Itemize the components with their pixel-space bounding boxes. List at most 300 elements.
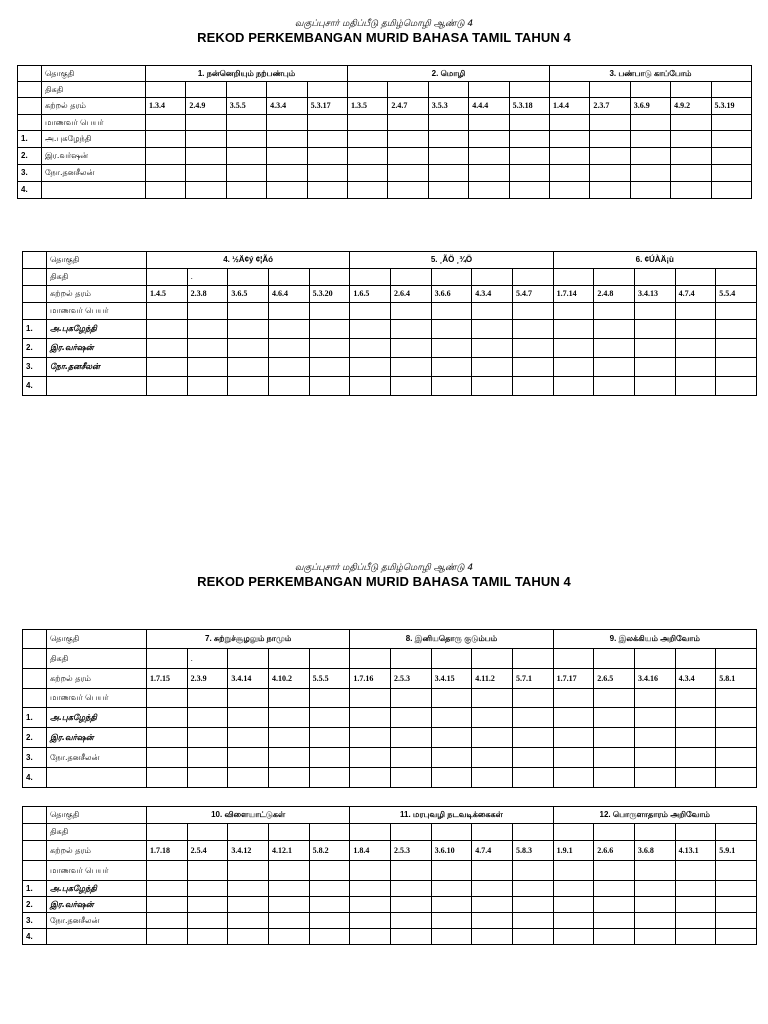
- score-cell[interactable]: [716, 881, 757, 897]
- score-cell[interactable]: [634, 708, 675, 728]
- date-cell[interactable]: [350, 649, 391, 669]
- date-cell[interactable]: [309, 824, 350, 841]
- date-cell[interactable]: [388, 82, 428, 98]
- score-cell[interactable]: [590, 131, 630, 148]
- score-cell[interactable]: [307, 165, 347, 182]
- score-cell[interactable]: [553, 748, 594, 768]
- score-cell[interactable]: [350, 913, 391, 929]
- date-cell[interactable]: [512, 824, 553, 841]
- date-cell[interactable]: [228, 649, 269, 669]
- score-cell[interactable]: [309, 897, 350, 913]
- score-cell[interactable]: [594, 748, 635, 768]
- score-cell[interactable]: [307, 131, 347, 148]
- score-cell[interactable]: [634, 728, 675, 748]
- date-cell[interactable]: [268, 824, 309, 841]
- score-cell[interactable]: [716, 897, 757, 913]
- score-cell[interactable]: [147, 897, 188, 913]
- date-cell[interactable]: [594, 269, 635, 286]
- score-cell[interactable]: [590, 165, 630, 182]
- score-cell[interactable]: [594, 339, 635, 358]
- date-cell[interactable]: [590, 82, 630, 98]
- score-cell[interactable]: [228, 929, 269, 945]
- score-cell[interactable]: [147, 708, 188, 728]
- score-cell[interactable]: [268, 339, 309, 358]
- score-cell[interactable]: [675, 358, 716, 377]
- score-cell[interactable]: [553, 320, 594, 339]
- date-cell[interactable]: [431, 269, 472, 286]
- score-cell[interactable]: [309, 358, 350, 377]
- score-cell[interactable]: [187, 708, 228, 728]
- score-cell[interactable]: [228, 728, 269, 748]
- score-cell[interactable]: [553, 708, 594, 728]
- date-cell[interactable]: [472, 649, 513, 669]
- score-cell[interactable]: [268, 728, 309, 748]
- score-cell[interactable]: [228, 768, 269, 788]
- score-cell[interactable]: [675, 881, 716, 897]
- score-cell[interactable]: [348, 131, 388, 148]
- date-cell[interactable]: [390, 649, 431, 669]
- score-cell[interactable]: [634, 748, 675, 768]
- score-cell[interactable]: [716, 320, 757, 339]
- score-cell[interactable]: [267, 131, 307, 148]
- score-cell[interactable]: [431, 339, 472, 358]
- score-cell[interactable]: [553, 768, 594, 788]
- score-cell[interactable]: [307, 148, 347, 165]
- score-cell[interactable]: [186, 148, 226, 165]
- score-cell[interactable]: [348, 165, 388, 182]
- score-cell[interactable]: [716, 929, 757, 945]
- score-cell[interactable]: [147, 728, 188, 748]
- score-cell[interactable]: [431, 897, 472, 913]
- score-cell[interactable]: [268, 320, 309, 339]
- score-cell[interactable]: [675, 748, 716, 768]
- score-cell[interactable]: [350, 929, 391, 945]
- date-cell[interactable]: [716, 269, 757, 286]
- date-cell[interactable]: [147, 649, 188, 669]
- date-cell[interactable]: [428, 82, 468, 98]
- date-cell[interactable]: [309, 649, 350, 669]
- score-cell[interactable]: [431, 728, 472, 748]
- score-cell[interactable]: [553, 377, 594, 396]
- score-cell[interactable]: [226, 131, 266, 148]
- score-cell[interactable]: [350, 320, 391, 339]
- score-cell[interactable]: [431, 929, 472, 945]
- score-cell[interactable]: [187, 320, 228, 339]
- score-cell[interactable]: [671, 182, 711, 199]
- score-cell[interactable]: [187, 881, 228, 897]
- date-cell[interactable]: [469, 82, 509, 98]
- date-cell[interactable]: [186, 82, 226, 98]
- score-cell[interactable]: [268, 913, 309, 929]
- score-cell[interactable]: [512, 320, 553, 339]
- score-cell[interactable]: [428, 165, 468, 182]
- score-cell[interactable]: [350, 768, 391, 788]
- date-cell[interactable]: .: [187, 649, 228, 669]
- score-cell[interactable]: [309, 929, 350, 945]
- score-cell[interactable]: [675, 728, 716, 748]
- score-cell[interactable]: [228, 377, 269, 396]
- score-cell[interactable]: [553, 913, 594, 929]
- score-cell[interactable]: [348, 148, 388, 165]
- date-cell[interactable]: [716, 824, 757, 841]
- score-cell[interactable]: [350, 377, 391, 396]
- score-cell[interactable]: [309, 320, 350, 339]
- date-cell[interactable]: [390, 269, 431, 286]
- score-cell[interactable]: [350, 728, 391, 748]
- score-cell[interactable]: [309, 728, 350, 748]
- score-cell[interactable]: [549, 131, 589, 148]
- score-cell[interactable]: [472, 728, 513, 748]
- score-cell[interactable]: [268, 708, 309, 728]
- score-cell[interactable]: [267, 182, 307, 199]
- date-cell[interactable]: [711, 82, 751, 98]
- date-cell[interactable]: [671, 82, 711, 98]
- score-cell[interactable]: [348, 182, 388, 199]
- score-cell[interactable]: [594, 929, 635, 945]
- date-cell[interactable]: [675, 824, 716, 841]
- score-cell[interactable]: [388, 165, 428, 182]
- score-cell[interactable]: [512, 377, 553, 396]
- score-cell[interactable]: [549, 182, 589, 199]
- score-cell[interactable]: [390, 708, 431, 728]
- score-cell[interactable]: [675, 929, 716, 945]
- date-cell[interactable]: [268, 269, 309, 286]
- score-cell[interactable]: [594, 377, 635, 396]
- score-cell[interactable]: [186, 165, 226, 182]
- score-cell[interactable]: [268, 377, 309, 396]
- score-cell[interactable]: [630, 131, 670, 148]
- score-cell[interactable]: [590, 148, 630, 165]
- date-cell[interactable]: [350, 824, 391, 841]
- score-cell[interactable]: [431, 708, 472, 728]
- score-cell[interactable]: [594, 768, 635, 788]
- score-cell[interactable]: [147, 748, 188, 768]
- score-cell[interactable]: [509, 165, 549, 182]
- date-cell[interactable]: [309, 269, 350, 286]
- date-cell[interactable]: [549, 82, 589, 98]
- score-cell[interactable]: [147, 358, 188, 377]
- score-cell[interactable]: [634, 929, 675, 945]
- score-cell[interactable]: [509, 182, 549, 199]
- score-cell[interactable]: [350, 748, 391, 768]
- score-cell[interactable]: [634, 881, 675, 897]
- score-cell[interactable]: [431, 913, 472, 929]
- score-cell[interactable]: [228, 897, 269, 913]
- score-cell[interactable]: [553, 728, 594, 748]
- date-cell[interactable]: [675, 649, 716, 669]
- score-cell[interactable]: [146, 148, 186, 165]
- date-cell[interactable]: [634, 269, 675, 286]
- score-cell[interactable]: [509, 131, 549, 148]
- score-cell[interactable]: [228, 358, 269, 377]
- score-cell[interactable]: [267, 148, 307, 165]
- score-cell[interactable]: [553, 929, 594, 945]
- score-cell[interactable]: [309, 768, 350, 788]
- score-cell[interactable]: [472, 929, 513, 945]
- score-cell[interactable]: [634, 320, 675, 339]
- score-cell[interactable]: [469, 131, 509, 148]
- score-cell[interactable]: [549, 148, 589, 165]
- date-cell[interactable]: [147, 269, 188, 286]
- score-cell[interactable]: [309, 881, 350, 897]
- score-cell[interactable]: [187, 897, 228, 913]
- score-cell[interactable]: [549, 165, 589, 182]
- score-cell[interactable]: [431, 748, 472, 768]
- date-cell[interactable]: [634, 649, 675, 669]
- date-cell[interactable]: [716, 649, 757, 669]
- date-cell[interactable]: [509, 82, 549, 98]
- score-cell[interactable]: [187, 748, 228, 768]
- score-cell[interactable]: [228, 320, 269, 339]
- date-cell[interactable]: [675, 269, 716, 286]
- date-cell[interactable]: .: [187, 269, 228, 286]
- score-cell[interactable]: [147, 768, 188, 788]
- score-cell[interactable]: [716, 377, 757, 396]
- score-cell[interactable]: [711, 148, 751, 165]
- score-cell[interactable]: [268, 897, 309, 913]
- score-cell[interactable]: [390, 358, 431, 377]
- score-cell[interactable]: [187, 929, 228, 945]
- date-cell[interactable]: [594, 649, 635, 669]
- score-cell[interactable]: [390, 339, 431, 358]
- score-cell[interactable]: [634, 358, 675, 377]
- score-cell[interactable]: [307, 182, 347, 199]
- score-cell[interactable]: [187, 358, 228, 377]
- score-cell[interactable]: [147, 929, 188, 945]
- date-cell[interactable]: [146, 82, 186, 98]
- score-cell[interactable]: [268, 748, 309, 768]
- score-cell[interactable]: [309, 708, 350, 728]
- score-cell[interactable]: [716, 708, 757, 728]
- score-cell[interactable]: [147, 881, 188, 897]
- score-cell[interactable]: [590, 182, 630, 199]
- score-cell[interactable]: [630, 165, 670, 182]
- score-cell[interactable]: [146, 131, 186, 148]
- date-cell[interactable]: [228, 269, 269, 286]
- score-cell[interactable]: [388, 148, 428, 165]
- score-cell[interactable]: [634, 377, 675, 396]
- score-cell[interactable]: [675, 897, 716, 913]
- date-cell[interactable]: [350, 269, 391, 286]
- date-cell[interactable]: [268, 649, 309, 669]
- score-cell[interactable]: [675, 708, 716, 728]
- score-cell[interactable]: [428, 182, 468, 199]
- score-cell[interactable]: [228, 881, 269, 897]
- score-cell[interactable]: [472, 377, 513, 396]
- score-cell[interactable]: [711, 182, 751, 199]
- score-cell[interactable]: [594, 881, 635, 897]
- score-cell[interactable]: [512, 913, 553, 929]
- date-cell[interactable]: [472, 824, 513, 841]
- score-cell[interactable]: [634, 913, 675, 929]
- score-cell[interactable]: [146, 165, 186, 182]
- date-cell[interactable]: [307, 82, 347, 98]
- score-cell[interactable]: [268, 768, 309, 788]
- date-cell[interactable]: [147, 824, 188, 841]
- score-cell[interactable]: [147, 320, 188, 339]
- score-cell[interactable]: [553, 897, 594, 913]
- score-cell[interactable]: [390, 897, 431, 913]
- date-cell[interactable]: [512, 649, 553, 669]
- score-cell[interactable]: [472, 768, 513, 788]
- score-cell[interactable]: [675, 377, 716, 396]
- score-cell[interactable]: [512, 708, 553, 728]
- score-cell[interactable]: [431, 768, 472, 788]
- score-cell[interactable]: [675, 339, 716, 358]
- score-cell[interactable]: [472, 897, 513, 913]
- score-cell[interactable]: [428, 131, 468, 148]
- score-cell[interactable]: [187, 728, 228, 748]
- score-cell[interactable]: [350, 339, 391, 358]
- score-cell[interactable]: [431, 881, 472, 897]
- score-cell[interactable]: [390, 768, 431, 788]
- score-cell[interactable]: [472, 358, 513, 377]
- score-cell[interactable]: [675, 320, 716, 339]
- score-cell[interactable]: [553, 358, 594, 377]
- score-cell[interactable]: [187, 377, 228, 396]
- score-cell[interactable]: [147, 913, 188, 929]
- score-cell[interactable]: [671, 165, 711, 182]
- score-cell[interactable]: [472, 708, 513, 728]
- score-cell[interactable]: [472, 913, 513, 929]
- score-cell[interactable]: [716, 339, 757, 358]
- score-cell[interactable]: [716, 748, 757, 768]
- score-cell[interactable]: [675, 768, 716, 788]
- score-cell[interactable]: [309, 339, 350, 358]
- score-cell[interactable]: [469, 165, 509, 182]
- score-cell[interactable]: [671, 131, 711, 148]
- score-cell[interactable]: [594, 708, 635, 728]
- score-cell[interactable]: [228, 708, 269, 728]
- score-cell[interactable]: [472, 339, 513, 358]
- score-cell[interactable]: [472, 320, 513, 339]
- score-cell[interactable]: [594, 897, 635, 913]
- date-cell[interactable]: [553, 649, 594, 669]
- date-cell[interactable]: [594, 824, 635, 841]
- score-cell[interactable]: [512, 358, 553, 377]
- score-cell[interactable]: [228, 913, 269, 929]
- score-cell[interactable]: [675, 913, 716, 929]
- score-cell[interactable]: [711, 165, 751, 182]
- score-cell[interactable]: [634, 768, 675, 788]
- score-cell[interactable]: [147, 339, 188, 358]
- date-cell[interactable]: [431, 649, 472, 669]
- score-cell[interactable]: [228, 339, 269, 358]
- score-cell[interactable]: [594, 913, 635, 929]
- score-cell[interactable]: [594, 320, 635, 339]
- date-cell[interactable]: [512, 269, 553, 286]
- date-cell[interactable]: [630, 82, 670, 98]
- score-cell[interactable]: [390, 881, 431, 897]
- score-cell[interactable]: [512, 881, 553, 897]
- score-cell[interactable]: [186, 182, 226, 199]
- score-cell[interactable]: [594, 358, 635, 377]
- score-cell[interactable]: [390, 748, 431, 768]
- score-cell[interactable]: [512, 748, 553, 768]
- date-cell[interactable]: [187, 824, 228, 841]
- score-cell[interactable]: [187, 339, 228, 358]
- score-cell[interactable]: [711, 131, 751, 148]
- score-cell[interactable]: [716, 728, 757, 748]
- score-cell[interactable]: [350, 897, 391, 913]
- date-cell[interactable]: [553, 269, 594, 286]
- score-cell[interactable]: [512, 768, 553, 788]
- score-cell[interactable]: [512, 339, 553, 358]
- score-cell[interactable]: [509, 148, 549, 165]
- score-cell[interactable]: [390, 728, 431, 748]
- date-cell[interactable]: [634, 824, 675, 841]
- score-cell[interactable]: [630, 182, 670, 199]
- score-cell[interactable]: [390, 913, 431, 929]
- score-cell[interactable]: [226, 165, 266, 182]
- score-cell[interactable]: [634, 339, 675, 358]
- score-cell[interactable]: [268, 929, 309, 945]
- score-cell[interactable]: [472, 748, 513, 768]
- score-cell[interactable]: [512, 728, 553, 748]
- score-cell[interactable]: [309, 913, 350, 929]
- date-cell[interactable]: [267, 82, 307, 98]
- date-cell[interactable]: [553, 824, 594, 841]
- score-cell[interactable]: [388, 131, 428, 148]
- score-cell[interactable]: [553, 339, 594, 358]
- score-cell[interactable]: [716, 768, 757, 788]
- score-cell[interactable]: [187, 768, 228, 788]
- score-cell[interactable]: [226, 148, 266, 165]
- score-cell[interactable]: [512, 897, 553, 913]
- score-cell[interactable]: [716, 913, 757, 929]
- score-cell[interactable]: [472, 881, 513, 897]
- score-cell[interactable]: [512, 929, 553, 945]
- score-cell[interactable]: [309, 377, 350, 396]
- score-cell[interactable]: [431, 377, 472, 396]
- score-cell[interactable]: [428, 148, 468, 165]
- score-cell[interactable]: [388, 182, 428, 199]
- score-cell[interactable]: [187, 913, 228, 929]
- score-cell[interactable]: [350, 881, 391, 897]
- score-cell[interactable]: [431, 320, 472, 339]
- date-cell[interactable]: [348, 82, 388, 98]
- score-cell[interactable]: [309, 748, 350, 768]
- date-cell[interactable]: [228, 824, 269, 841]
- score-cell[interactable]: [634, 897, 675, 913]
- date-cell[interactable]: [226, 82, 266, 98]
- score-cell[interactable]: [671, 148, 711, 165]
- date-cell[interactable]: [390, 824, 431, 841]
- score-cell[interactable]: [716, 358, 757, 377]
- score-cell[interactable]: [594, 728, 635, 748]
- score-cell[interactable]: [147, 377, 188, 396]
- score-cell[interactable]: [186, 131, 226, 148]
- score-cell[interactable]: [268, 881, 309, 897]
- score-cell[interactable]: [228, 748, 269, 768]
- score-cell[interactable]: [390, 929, 431, 945]
- score-cell[interactable]: [469, 182, 509, 199]
- score-cell[interactable]: [350, 708, 391, 728]
- date-cell[interactable]: [431, 824, 472, 841]
- score-cell[interactable]: [146, 182, 186, 199]
- score-cell[interactable]: [267, 165, 307, 182]
- score-cell[interactable]: [350, 358, 391, 377]
- score-cell[interactable]: [630, 148, 670, 165]
- score-cell[interactable]: [553, 881, 594, 897]
- score-cell[interactable]: [431, 358, 472, 377]
- score-cell[interactable]: [268, 358, 309, 377]
- date-cell[interactable]: [472, 269, 513, 286]
- score-cell[interactable]: [390, 320, 431, 339]
- score-cell[interactable]: [226, 182, 266, 199]
- score-cell[interactable]: [390, 377, 431, 396]
- score-cell[interactable]: [469, 148, 509, 165]
